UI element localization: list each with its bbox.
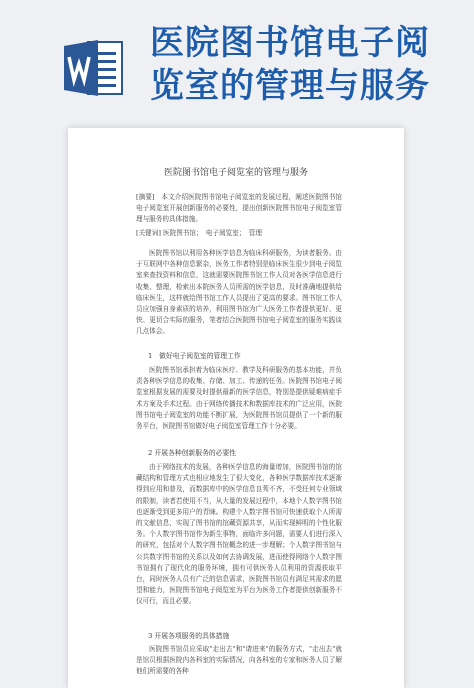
banner-title-line2: 览室的管理与服务	[150, 66, 430, 106]
banner-title	[150, 22, 470, 108]
section2-paragraph: 由于网络技术的发展，各种医学信息的海量增加，医院图书馆的馆藏结构和管理方式也相应地发生了很大变化，各种医学数据库技术逐渐得到应用和普及，而数据库中的医学信息良莠不齐，不受任何专业领域的限制，读者若使用不当，从大量的发展过程中，本地个人数字图书馆也逐渐受到更多用户的青睐。构建个人数字图书馆可快速获取个人所需的文献信息，实现了图书馆的馆藏资源共享，从而实现鲜明的个性化服务。个人数字图书馆作为新生事物，面临许多问题，需要人们进行深入的研究，包括对个人数字图书馆概念的进一步理解；个人数字图书馆与公共数字图书馆的关系以及如何去协调发展，进而使得网络个人数字图书馆拥有了现代化的服务环境，拥有可供医务人员利用的资源获取平台，同时医务人员有广泛的信息需求，医院图书馆员有满足其需求的愿望和能力，医院图书馆电子阅览室为平台为医务工作者提供创新服务不仅可行，而且必要。	[136, 463, 342, 606]
section2-heading: 2 开展各种创新服务的必要性	[148, 449, 237, 457]
abstract-paragraph: [摘要] 本文介绍医院图书馆电子阅览室的发展过程，阐述医院图书馆电子阅览室开展创新服务的必要性，提出创新医院图书馆电子阅览室管理与服务的具体措施。	[136, 193, 342, 224]
document-title: 医院图书馆电子阅览室的管理与服务	[163, 168, 308, 178]
document-page	[68, 128, 404, 688]
intro-paragraph: 医院图书馆以利用各种医学信息为临床科研服务，为读者服务。由于互联网中各种信息繁杂，医务工作者特别是临床医生很少到电子阅览室来查找资料和信息，这就需要医院图书馆工作人员对各医学信息进行收集、整理，检索出本院医务人员所需的医学信息，及时准确地提供给临床医生，这样就给图书馆工作人员提出了更高的要求。图书馆工作人员应加强自身素质的培养，利用图书馆为广大医务工作者提供更好、更快、更切合实际的服务，笔者结合医院图书馆电子阅览室的服务实践谈几点体会。	[136, 249, 342, 336]
keywords-line: [关键词] 医院图书馆； 电子阅览室； 管理	[136, 229, 262, 237]
banner	[0, 0, 474, 118]
banner-title-line1: 医院图书馆电子阅	[150, 23, 430, 63]
word-document-icon	[64, 38, 124, 98]
section1-paragraph: 医院图书馆承担着为临床医疗、教学及科研服务的基本功能，并负责各种医学信息的收集、存储、加工、传递的任务。医院图书馆电子阅览室根据发展的需要及时提供最新的医学信息，特别是提供疑难病症手术方案及手术过程。由于网络传播技术和数据库技术的广泛应用，医院图书馆电子阅览室的功能不断扩展，为医院图书馆员提供了一个新的服务平台，医院图书馆做好电子阅览室管理工作十分必要。	[136, 366, 342, 431]
section3-heading: 3 开展各项服务的具体措施	[148, 632, 230, 640]
section1-heading: 1 做好电子阅览室的管理工作	[148, 352, 241, 360]
section3-paragraph: 医院图书馆员应采取"走出去"和"请进来"的服务方式，"走出去"就是馆员根据医院内各科室的实际情况，向各科室的专家和医务人员了解他们所需要的各种	[136, 645, 342, 676]
